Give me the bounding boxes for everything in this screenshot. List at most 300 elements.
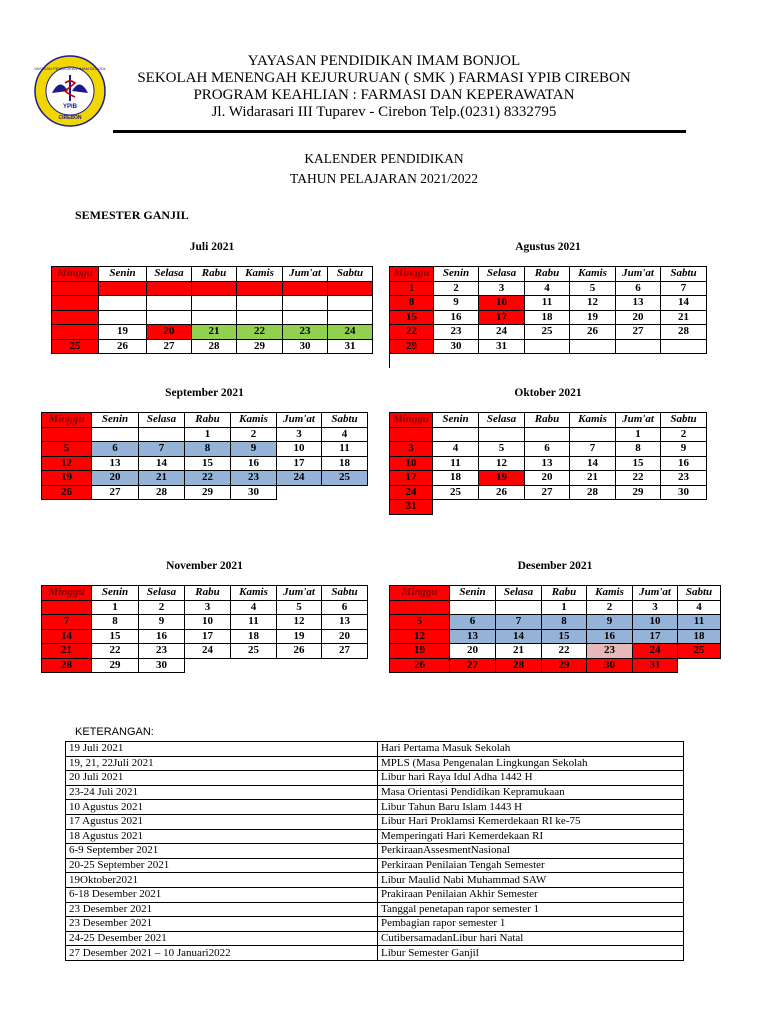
day-cell bbox=[283, 296, 328, 311]
weekday-header: Senin bbox=[99, 267, 147, 282]
weekday-header: Minggu bbox=[390, 586, 450, 601]
weekday-header: Senin bbox=[92, 413, 139, 428]
weekday-header: Senin bbox=[450, 586, 496, 601]
day-cell: 28 bbox=[570, 485, 616, 500]
day-cell: 10 bbox=[185, 615, 231, 630]
note-date: 24-25 Desember 2021 bbox=[66, 931, 378, 946]
week-row bbox=[390, 471, 707, 486]
program-name: PROGRAM KEAHLIAN : FARMASI DAN KEPERAWATAN bbox=[193, 87, 575, 103]
day-cell: 20 bbox=[322, 629, 368, 644]
month-title: Desember 2021 bbox=[517, 560, 593, 572]
weekday-header-row bbox=[52, 267, 373, 282]
day-cell: 13 bbox=[322, 615, 368, 630]
day-cell: 26 bbox=[479, 485, 525, 500]
week-row bbox=[390, 339, 707, 354]
day-cell bbox=[328, 281, 373, 296]
week-row bbox=[390, 442, 707, 457]
day-cell: 15 bbox=[542, 629, 587, 644]
day-cell: 22 bbox=[185, 471, 231, 486]
note-row bbox=[66, 931, 684, 946]
weekday-header: Kamis bbox=[231, 413, 277, 428]
day-cell: 12 bbox=[479, 456, 525, 471]
week-row bbox=[390, 310, 707, 325]
day-cell: 18 bbox=[231, 629, 277, 644]
day-cell bbox=[479, 500, 525, 515]
weekday-header: Kamis bbox=[237, 267, 283, 282]
weekday-header: Sabtu bbox=[322, 586, 368, 601]
day-cell: 20 bbox=[616, 310, 661, 325]
week-row bbox=[390, 456, 707, 471]
week-row bbox=[390, 427, 707, 442]
day-cell: 25 bbox=[231, 644, 277, 659]
day-cell: 21 bbox=[570, 471, 616, 486]
day-cell bbox=[237, 296, 283, 311]
week-row bbox=[390, 325, 707, 340]
day-cell: 9 bbox=[139, 615, 185, 630]
weekday-header: Rabu bbox=[525, 413, 570, 428]
notes-label: KETERANGAN: bbox=[75, 726, 154, 738]
day-cell: 26 bbox=[99, 339, 147, 354]
week-row bbox=[42, 456, 368, 471]
day-cell: 29 bbox=[616, 485, 661, 500]
calendar-grid bbox=[41, 585, 368, 673]
day-cell: 12 bbox=[277, 615, 322, 630]
week-row bbox=[390, 500, 707, 515]
day-cell bbox=[147, 310, 192, 325]
day-cell: 2 bbox=[139, 600, 185, 615]
day-cell bbox=[570, 500, 616, 515]
day-cell: 20 bbox=[147, 325, 192, 340]
day-cell: 10 bbox=[479, 296, 525, 311]
weekday-header: Kamis bbox=[570, 267, 616, 282]
day-cell: 27 bbox=[525, 485, 570, 500]
day-cell: 17 bbox=[277, 456, 322, 471]
day-cell bbox=[570, 339, 616, 354]
day-cell: 22 bbox=[542, 644, 587, 659]
weekday-header: Rabu bbox=[525, 267, 570, 282]
weekday-header: Minggu bbox=[42, 586, 92, 601]
day-cell bbox=[678, 658, 721, 673]
day-cell: 28 bbox=[139, 485, 185, 500]
day-cell: 13 bbox=[92, 456, 139, 471]
weekday-header: Minggu bbox=[42, 413, 92, 428]
day-cell: 6 bbox=[616, 281, 661, 296]
day-cell: 30 bbox=[661, 485, 707, 500]
week-row bbox=[42, 644, 368, 659]
day-cell: 8 bbox=[185, 442, 231, 457]
semester-label: SEMESTER GANJIL bbox=[75, 208, 189, 222]
day-cell: 11 bbox=[433, 456, 479, 471]
day-cell: 24 bbox=[328, 325, 373, 340]
day-cell bbox=[237, 310, 283, 325]
day-cell: 27 bbox=[616, 325, 661, 340]
note-date: 23-24 Juli 2021 bbox=[66, 785, 378, 800]
week-row bbox=[42, 615, 368, 630]
day-cell: 25 bbox=[433, 485, 479, 500]
weekday-header: Senin bbox=[434, 267, 479, 282]
day-cell: 25 bbox=[525, 325, 570, 340]
day-cell: 15 bbox=[616, 456, 661, 471]
day-cell bbox=[277, 485, 322, 500]
day-cell: 16 bbox=[661, 456, 707, 471]
logo-text-top: YAYASAN PENDIDIKAN IMAM BONJOL bbox=[34, 66, 106, 71]
day-cell: 29 bbox=[185, 485, 231, 500]
day-cell: 31 bbox=[328, 339, 373, 354]
day-cell bbox=[192, 310, 237, 325]
day-cell: 15 bbox=[185, 456, 231, 471]
day-cell: 22 bbox=[390, 325, 434, 340]
day-cell: 25 bbox=[52, 339, 99, 354]
note-date: 27 Desember 2021 – 10 Januari2022 bbox=[66, 946, 378, 961]
week-row bbox=[42, 442, 368, 457]
note-description: Libur hari Raya Idul Adha 1442 H bbox=[378, 771, 684, 786]
day-cell bbox=[390, 427, 433, 442]
day-cell bbox=[322, 485, 368, 500]
weekday-header: Minggu bbox=[52, 267, 99, 282]
day-cell: 18 bbox=[678, 629, 721, 644]
day-cell: 17 bbox=[479, 310, 525, 325]
day-cell bbox=[231, 658, 277, 673]
weekday-header: Selasa bbox=[479, 267, 525, 282]
note-row bbox=[66, 946, 684, 961]
day-cell bbox=[283, 310, 328, 325]
day-cell: 6 bbox=[450, 615, 496, 630]
day-cell: 17 bbox=[633, 629, 678, 644]
weekday-header: Minggu bbox=[390, 267, 434, 282]
month-title: Agustus 2021 bbox=[515, 241, 581, 253]
day-cell: 19 bbox=[277, 629, 322, 644]
weekday-header: Jum'at bbox=[633, 586, 678, 601]
day-cell: 14 bbox=[42, 629, 92, 644]
note-description: Tanggal penetapan rapor semester 1 bbox=[378, 902, 684, 917]
note-description: MPLS (Masa Pengenalan Lingkungan Sekolah bbox=[378, 756, 684, 771]
day-cell bbox=[192, 296, 237, 311]
day-cell: 8 bbox=[390, 296, 434, 311]
day-cell: 29 bbox=[390, 339, 434, 354]
day-cell: 30 bbox=[587, 658, 633, 673]
note-description: Prakiraan Penilaian Akhir Semester bbox=[378, 887, 684, 902]
day-cell: 4 bbox=[322, 427, 368, 442]
day-cell: 19 bbox=[570, 310, 616, 325]
day-cell: 28 bbox=[661, 325, 707, 340]
day-cell: 28 bbox=[192, 339, 237, 354]
day-cell: 5 bbox=[42, 442, 92, 457]
day-cell: 12 bbox=[390, 629, 450, 644]
day-cell bbox=[616, 339, 661, 354]
day-cell bbox=[185, 658, 231, 673]
day-cell: 22 bbox=[616, 471, 661, 486]
day-cell: 8 bbox=[616, 442, 661, 457]
month-title: September 2021 bbox=[165, 387, 244, 399]
week-row bbox=[390, 629, 721, 644]
day-cell: 16 bbox=[434, 310, 479, 325]
note-date: 19 Juli 2021 bbox=[66, 742, 378, 757]
day-cell: 27 bbox=[92, 485, 139, 500]
day-cell: 8 bbox=[542, 615, 587, 630]
day-cell: 5 bbox=[277, 600, 322, 615]
day-cell: 9 bbox=[434, 296, 479, 311]
day-cell: 19 bbox=[479, 471, 525, 486]
month-calendar bbox=[41, 560, 368, 673]
day-cell: 1 bbox=[92, 600, 139, 615]
note-row bbox=[66, 814, 684, 829]
weekday-header: Rabu bbox=[192, 267, 237, 282]
notes-table bbox=[65, 741, 684, 961]
day-cell bbox=[277, 658, 322, 673]
note-description: Perkiraan Penilaian Tengah Semester bbox=[378, 858, 684, 873]
note-description: Libur Tahun Baru Islam 1443 H bbox=[378, 800, 684, 815]
week-row bbox=[52, 339, 373, 354]
day-cell: 22 bbox=[92, 644, 139, 659]
month-calendar bbox=[389, 387, 707, 515]
calendar-grid bbox=[51, 266, 373, 354]
day-cell: 12 bbox=[570, 296, 616, 311]
day-cell: 3 bbox=[633, 600, 678, 615]
day-cell: 24 bbox=[185, 644, 231, 659]
day-cell: 7 bbox=[496, 615, 542, 630]
weekday-header-row bbox=[42, 586, 368, 601]
day-cell: 21 bbox=[661, 310, 707, 325]
day-cell: 31 bbox=[633, 658, 678, 673]
weekday-header: Senin bbox=[92, 586, 139, 601]
weekday-header: Jum'at bbox=[616, 267, 661, 282]
note-date: 20 Juli 2021 bbox=[66, 771, 378, 786]
day-cell: 4 bbox=[525, 281, 570, 296]
day-cell: 25 bbox=[678, 644, 721, 659]
month-title: November 2021 bbox=[166, 560, 243, 572]
week-row bbox=[390, 615, 721, 630]
note-date: 20-25 September 2021 bbox=[66, 858, 378, 873]
week-row bbox=[52, 281, 373, 296]
weekday-header: Rabu bbox=[185, 586, 231, 601]
month-calendar bbox=[41, 387, 368, 500]
day-cell: 23 bbox=[139, 644, 185, 659]
logo-text-bottom: CIREBON bbox=[58, 115, 82, 121]
day-cell: 27 bbox=[450, 658, 496, 673]
calendar-grid bbox=[41, 412, 368, 500]
day-cell bbox=[192, 281, 237, 296]
day-cell: 23 bbox=[587, 644, 633, 659]
weekday-header: Minggu bbox=[390, 413, 433, 428]
day-cell: 8 bbox=[92, 615, 139, 630]
weekday-header-row bbox=[390, 267, 707, 282]
note-date: 23 Desember 2021 bbox=[66, 917, 378, 932]
day-cell bbox=[433, 500, 479, 515]
day-cell: 28 bbox=[42, 658, 92, 673]
week-row bbox=[390, 296, 707, 311]
week-row bbox=[42, 629, 368, 644]
day-cell: 23 bbox=[283, 325, 328, 340]
week-row bbox=[390, 600, 721, 615]
month-calendar bbox=[389, 560, 721, 673]
day-cell bbox=[525, 339, 570, 354]
day-cell: 2 bbox=[587, 600, 633, 615]
week-row bbox=[52, 325, 373, 340]
day-cell: 19 bbox=[390, 644, 450, 659]
day-cell: 26 bbox=[570, 325, 616, 340]
note-row bbox=[66, 858, 684, 873]
day-cell: 30 bbox=[283, 339, 328, 354]
day-cell: 3 bbox=[479, 281, 525, 296]
note-row bbox=[66, 785, 684, 800]
calendar-grid bbox=[389, 412, 707, 515]
day-cell bbox=[99, 310, 147, 325]
day-cell: 1 bbox=[185, 427, 231, 442]
note-row bbox=[66, 844, 684, 859]
weekday-header-row bbox=[390, 413, 707, 428]
week-row bbox=[52, 310, 373, 325]
day-cell: 29 bbox=[237, 339, 283, 354]
day-cell: 22 bbox=[237, 325, 283, 340]
weekday-header: Sabtu bbox=[678, 586, 721, 601]
day-cell: 2 bbox=[661, 427, 707, 442]
note-row bbox=[66, 742, 684, 757]
day-cell: 13 bbox=[450, 629, 496, 644]
header-divider bbox=[113, 130, 686, 133]
note-description: Libur Hari Proklamsi Kemerdekaan RI ke-75 bbox=[378, 814, 684, 829]
day-cell bbox=[147, 281, 192, 296]
note-description: Masa Orientasi Pendidikan Kepramukaan bbox=[378, 785, 684, 800]
weekday-header: Jum'at bbox=[616, 413, 661, 428]
day-cell bbox=[52, 296, 99, 311]
note-description: Libur Maulid Nabi Muhammad SAW bbox=[378, 873, 684, 888]
day-cell: 24 bbox=[277, 471, 322, 486]
day-cell: 11 bbox=[678, 615, 721, 630]
weekday-header-row bbox=[42, 413, 368, 428]
weekday-header: Rabu bbox=[185, 413, 231, 428]
week-row bbox=[390, 644, 721, 659]
day-cell: 9 bbox=[661, 442, 707, 457]
day-cell bbox=[92, 427, 139, 442]
day-cell: 19 bbox=[42, 471, 92, 486]
day-cell: 6 bbox=[92, 442, 139, 457]
day-cell bbox=[525, 427, 570, 442]
day-cell: 13 bbox=[525, 456, 570, 471]
day-cell: 30 bbox=[231, 485, 277, 500]
week-row bbox=[52, 296, 373, 311]
note-row bbox=[66, 887, 684, 902]
calendar-grid bbox=[389, 585, 721, 673]
day-cell: 1 bbox=[542, 600, 587, 615]
day-cell: 21 bbox=[496, 644, 542, 659]
calendar-grid bbox=[389, 266, 707, 354]
day-cell: 21 bbox=[139, 471, 185, 486]
day-cell bbox=[433, 427, 479, 442]
day-cell: 5 bbox=[570, 281, 616, 296]
day-cell: 7 bbox=[42, 615, 92, 630]
day-cell bbox=[42, 427, 92, 442]
day-cell: 17 bbox=[390, 471, 433, 486]
month-calendar bbox=[389, 241, 707, 354]
note-description: Hari Pertama Masuk Sekolah bbox=[378, 742, 684, 757]
day-cell: 2 bbox=[231, 427, 277, 442]
day-cell: 24 bbox=[390, 485, 433, 500]
school-name: SEKOLAH MENENGAH KEJURURUAN ( SMK ) FARMASI YPIB CIREBON bbox=[137, 70, 631, 86]
day-cell: 23 bbox=[231, 471, 277, 486]
day-cell: 3 bbox=[390, 442, 433, 457]
day-cell bbox=[237, 281, 283, 296]
note-date: 10 Agustus 2021 bbox=[66, 800, 378, 815]
day-cell: 23 bbox=[434, 325, 479, 340]
day-cell bbox=[283, 281, 328, 296]
day-cell: 21 bbox=[192, 325, 237, 340]
weekday-header: Rabu bbox=[542, 586, 587, 601]
day-cell: 26 bbox=[42, 485, 92, 500]
day-cell: 28 bbox=[496, 658, 542, 673]
note-description: Memperingati Hari Kemerdekaan RI bbox=[378, 829, 684, 844]
weekday-header: Kamis bbox=[570, 413, 616, 428]
day-cell: 14 bbox=[570, 456, 616, 471]
day-cell: 7 bbox=[570, 442, 616, 457]
day-cell: 5 bbox=[390, 615, 450, 630]
day-cell bbox=[322, 658, 368, 673]
note-row bbox=[66, 902, 684, 917]
day-cell: 27 bbox=[322, 644, 368, 659]
note-date: 6-18 Desember 2021 bbox=[66, 887, 378, 902]
day-cell: 12 bbox=[42, 456, 92, 471]
day-cell: 10 bbox=[390, 456, 433, 471]
day-cell: 7 bbox=[661, 281, 707, 296]
day-cell: 14 bbox=[661, 296, 707, 311]
day-cell: 30 bbox=[434, 339, 479, 354]
weekday-header: Kamis bbox=[587, 586, 633, 601]
day-cell: 1 bbox=[616, 427, 661, 442]
day-cell: 2 bbox=[434, 281, 479, 296]
day-cell bbox=[661, 339, 707, 354]
day-cell bbox=[52, 325, 99, 340]
day-cell: 27 bbox=[147, 339, 192, 354]
day-cell: 6 bbox=[322, 600, 368, 615]
note-row bbox=[66, 829, 684, 844]
day-cell: 14 bbox=[496, 629, 542, 644]
day-cell bbox=[479, 427, 525, 442]
day-cell bbox=[52, 310, 99, 325]
note-row bbox=[66, 917, 684, 932]
weekday-header: Selasa bbox=[139, 413, 185, 428]
day-cell bbox=[52, 281, 99, 296]
day-cell: 15 bbox=[390, 310, 434, 325]
day-cell: 15 bbox=[92, 629, 139, 644]
day-cell: 14 bbox=[139, 456, 185, 471]
weekday-header: Sabtu bbox=[328, 267, 373, 282]
note-row bbox=[66, 800, 684, 815]
day-cell: 18 bbox=[525, 310, 570, 325]
note-date: 19Oktober2021 bbox=[66, 873, 378, 888]
divider-line bbox=[389, 340, 390, 368]
weekday-header: Selasa bbox=[147, 267, 192, 282]
weekday-header: Jum'at bbox=[277, 586, 322, 601]
day-cell: 3 bbox=[185, 600, 231, 615]
day-cell: 18 bbox=[433, 471, 479, 486]
day-cell: 30 bbox=[139, 658, 185, 673]
week-row bbox=[42, 658, 368, 673]
note-row bbox=[66, 756, 684, 771]
page-title: KALENDER PENDIDIKAN bbox=[304, 151, 464, 166]
week-row bbox=[42, 600, 368, 615]
weekday-header: Jum'at bbox=[277, 413, 322, 428]
day-cell: 16 bbox=[587, 629, 633, 644]
weekday-header: Sabtu bbox=[322, 413, 368, 428]
day-cell: 20 bbox=[450, 644, 496, 659]
day-cell: 9 bbox=[587, 615, 633, 630]
day-cell bbox=[616, 500, 661, 515]
day-cell bbox=[525, 500, 570, 515]
note-description: Pembagian rapor semester 1 bbox=[378, 917, 684, 932]
day-cell: 11 bbox=[231, 615, 277, 630]
note-date: 18 Agustus 2021 bbox=[66, 829, 378, 844]
day-cell: 5 bbox=[479, 442, 525, 457]
week-row bbox=[390, 658, 721, 673]
